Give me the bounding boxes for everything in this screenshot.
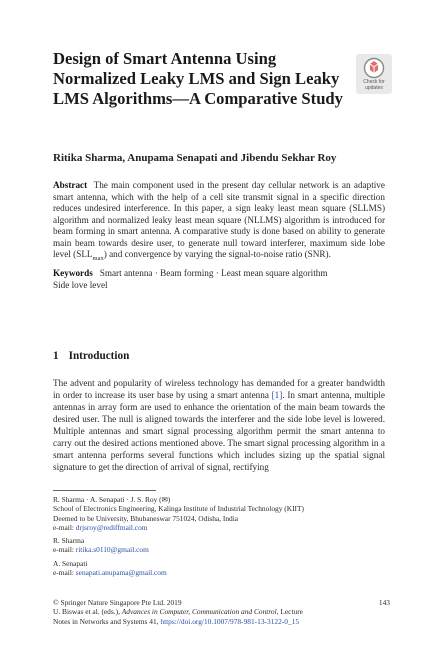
email-label: e-mail: <box>53 522 74 532</box>
affiliation-line: R. Sharma · A. Senapati · J. S. Roy (✉) <box>53 495 171 504</box>
keywords <box>53 268 385 291</box>
section-number: 1 <box>53 350 59 362</box>
keywords-label: Keywords <box>53 268 93 278</box>
check-for-updates-badge[interactable] <box>356 54 392 94</box>
abstract-text: The main component used in the present day cellular network is an adaptive smart antenna, which with the help of a cell site transmit signal in a specific direction reduces undesired interference. In this paper, a sign leaky least mean square (SLLMS) algorithm and normalized leaky least mean square (NLLMS) algorithm is introduced for beam forming in smart antenna. A comparative study is done based on ability to generate main beam towards desire user, to generate null toward interferer, maximum side lobe level (SLL <box>53 180 385 259</box>
author-block-senapati <box>53 559 393 578</box>
paper-title <box>53 49 343 109</box>
affiliation-line: Deemed to be University, Bhubaneswar 751024, Odisha, India <box>53 513 239 523</box>
intro-text: The advent and popularity of wireless technology has demanded for a greater bandwidth in order to increase its user base by using a smart antenna <box>53 378 385 400</box>
abstract <box>53 180 385 264</box>
title-line: Design of Smart Antenna Using <box>53 49 277 68</box>
email-link-roy[interactable]: drjsroy@rediffmail.com <box>75 522 148 532</box>
badge-label: Check for updates <box>363 79 385 91</box>
keywords-line: Side love level <box>53 279 108 290</box>
author-name: R. Sharma <box>53 536 85 546</box>
intro-paragraph <box>53 377 385 473</box>
email-label: e-mail: <box>53 545 74 555</box>
email-link-sharma[interactable]: ritika.s0110@gmail.com <box>75 545 149 555</box>
abstract-subscript: max <box>92 254 104 262</box>
author-footnotes <box>53 495 393 581</box>
abstract-label: Abstract <box>53 180 88 190</box>
title-line: LMS Algorithms—A Comparative Study <box>53 89 343 108</box>
footnote-divider <box>53 490 156 491</box>
author-name: A. Senapati <box>53 558 88 568</box>
author-list: Ritika Sharma, Anupama Senapati and Jibendu Sekhar Roy <box>53 152 337 164</box>
page-footer <box>53 598 390 626</box>
title-line: Normalized Leaky LMS and Sign Leaky <box>53 69 340 88</box>
section-title: Introduction <box>68 350 130 362</box>
crossmark-icon <box>363 57 385 79</box>
book-title: Advances in Computer, Communication and Control <box>121 607 277 617</box>
affiliation-block <box>53 495 393 532</box>
page-number: 143 <box>378 598 390 607</box>
email-label: e-mail: <box>53 568 74 578</box>
email-link-senapati[interactable]: senapati.anupama@gmail.com <box>75 568 167 578</box>
citation-link[interactable]: [1] <box>271 390 283 400</box>
doi-link[interactable]: https://doi.org/10.1007/978-981-13-3122-0_15 <box>160 616 300 626</box>
copyright-notice: © Springer Nature Singapore Pte Ltd. 2019 <box>53 598 182 607</box>
author-block-sharma <box>53 536 393 555</box>
series-line: Notes in Networks and Systems 41, https://doi.org/10.1007/978-981-13-3122-0_15 <box>53 616 300 626</box>
intro-text-end: . In smart antenna, multiple antennas in array form are used to enhance the orientation of the main beam towards the desired user. The null is aligned towards the interferer and the side lobe level is lowered. Multiple antennas and smart signal processing algorithm permit the smart antenna to carry out the desired actions mentioned above. The smart signal processing algorithm in a smart antenna performs several functions which includes sizing up the spatial signal signature to get the direction of arrival of signal, rectifying <box>53 390 385 472</box>
abstract-text-end: ) and convergence by varying the signal-to-noise ratio (SNR). <box>103 249 331 259</box>
citation-line: U. Biswas et al. (eds.), Advances in Computer, Communication and Control, Lecture <box>53 607 303 617</box>
section-heading <box>53 350 129 362</box>
affiliation-line: School of Electronics Engineering, Kalinga Institute of Industrial Technology (KIIT) <box>53 504 304 514</box>
keywords-line: Smart antenna · Beam forming · Least mean square algorithm <box>99 268 328 278</box>
